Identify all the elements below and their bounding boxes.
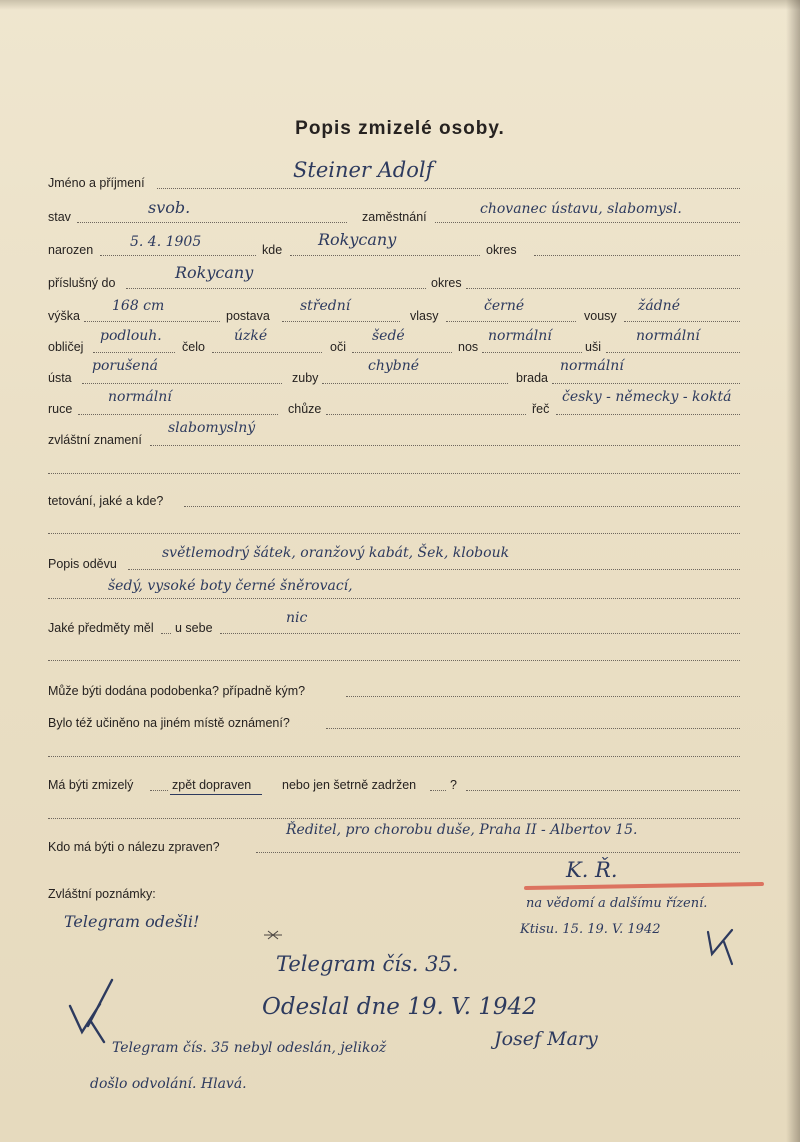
label-zpet-dopraven: zpět dopraven: [172, 778, 252, 792]
label-stav: stav: [48, 210, 71, 224]
label-vyska: výška: [48, 309, 80, 323]
annotation-date-signature: Ktisu. 15. 19. V. 1942: [520, 922, 661, 937]
dotted-line: [556, 414, 740, 415]
value-zuby: chybné: [368, 358, 420, 374]
label-vousy: vousy: [584, 309, 617, 323]
label-usta: ústa: [48, 371, 72, 385]
dotted-line: [184, 506, 740, 507]
annotation-note-line2: došlo odvolání. Hlavá.: [90, 1076, 247, 1092]
dotted-line: [482, 352, 582, 353]
value-predmety: nic: [286, 610, 308, 626]
annotation-signature: Josef Mary: [494, 1028, 598, 1050]
value-zamestnani: chovanec ústavu, slabomysl.: [480, 201, 682, 217]
label-narozen: narozen: [48, 243, 94, 257]
dotted-line: [290, 255, 480, 256]
dotted-line: [48, 473, 740, 474]
dotted-line: [446, 321, 576, 322]
dotted-line: [322, 383, 508, 384]
dotted-line: [84, 321, 220, 322]
handwritten-underline: [170, 794, 262, 795]
annotation-telegram-number: Telegram čís. 35.: [276, 952, 459, 976]
label-postava: postava: [226, 309, 270, 323]
value-oci: šedé: [372, 328, 405, 344]
label-brada: brada: [516, 371, 548, 385]
value-postava: střední: [300, 298, 351, 314]
dotted-line: [326, 414, 526, 415]
annotation-note-line1: Telegram čís. 35 nebyl odeslán, jelikož: [112, 1040, 387, 1056]
value-stav: svob.: [148, 198, 191, 217]
label-oblicej: obličej: [48, 340, 84, 354]
value-vyska: 168 cm: [112, 298, 165, 314]
value-rec: česky - německy - koktá: [562, 389, 732, 405]
label-okres: okres: [486, 243, 517, 257]
label-zuby: zuby: [292, 371, 319, 385]
label-prislusny: příslušný do: [48, 276, 116, 290]
label-nos: nos: [458, 340, 479, 354]
value-odev-line2: šedý, vysoké boty černé šněrovací,: [108, 578, 353, 594]
label-ma-byti: Má býti zmizelý: [48, 778, 134, 792]
large-paraf-mark-icon: [60, 976, 130, 1048]
dotted-line: [93, 352, 175, 353]
value-jmeno: Steiner Adolf: [293, 158, 434, 182]
dotted-line: [352, 352, 452, 353]
dotted-line: [48, 818, 740, 819]
dotted-line: [282, 321, 400, 322]
dotted-line: [82, 383, 282, 384]
value-odev-line1: světlemodrý šátek, oranžový kabát, Šek, klobouk: [162, 545, 510, 561]
value-vlasy: černé: [484, 298, 525, 314]
label-ruce: ruce: [48, 402, 73, 416]
label-question: ?: [450, 778, 457, 792]
dotted-line: [326, 728, 740, 729]
dotted-line: [157, 188, 740, 189]
dotted-line: [48, 756, 740, 757]
annotation-initials: K. Ř.: [566, 858, 618, 882]
dotted-line: [624, 321, 740, 322]
label-okres-2: okres: [431, 276, 462, 290]
label-u-sebe: u sebe: [175, 621, 213, 635]
value-kdo: Ředitel, pro chorobu duše, Praha II - Albertov 15.: [286, 822, 638, 838]
paraf-mark-icon: [702, 924, 742, 968]
label-zamestnani: zaměstnání: [362, 210, 427, 224]
label-podobenka: Může býti dodána podobenka? případně kým?: [48, 684, 306, 698]
value-brada: normální: [560, 358, 624, 374]
label-celo: čelo: [182, 340, 205, 354]
dotted-line: [78, 414, 278, 415]
paper-top-edge: [0, 0, 800, 10]
label-rec: řeč: [532, 402, 550, 416]
label-kde: kde: [262, 243, 283, 257]
dotted-line: [100, 255, 256, 256]
value-usi: normální: [636, 328, 700, 344]
label-odev: Popis oděvu: [48, 557, 117, 571]
label-predmety: Jaké předměty měl: [48, 621, 154, 635]
form-title: Popis zmizelé osoby.: [295, 118, 505, 139]
value-usta: porušená: [92, 358, 158, 374]
label-oci: oči: [330, 340, 346, 354]
dotted-line: [606, 352, 740, 353]
dotted-line: [430, 790, 446, 791]
dotted-line: [48, 598, 740, 599]
value-ruce: normální: [108, 389, 172, 405]
label-nebo-zadrzen: nebo jen šetrně zadržen: [282, 778, 417, 792]
dotted-line: [126, 288, 426, 289]
dotted-line: [212, 352, 322, 353]
annotation-odeslal-dne: Odeslal dne 19. V. 1942: [262, 994, 537, 1020]
value-prislusny: Rokycany: [175, 263, 254, 282]
dotted-line: [150, 445, 740, 446]
value-nos: normální: [488, 328, 552, 344]
dotted-line: [128, 569, 740, 570]
dotted-line: [552, 383, 740, 384]
label-poznamky: Zvláštní poznámky:: [48, 887, 156, 901]
dotted-line: [346, 696, 740, 697]
dotted-line: [48, 533, 740, 534]
red-crayon-stroke: [524, 882, 764, 890]
dotted-line: [466, 790, 740, 791]
value-oblicej: podlouh.: [100, 328, 162, 344]
paper-right-edge: [786, 0, 800, 1142]
value-celo: úzké: [234, 328, 268, 344]
dotted-line: [48, 660, 740, 661]
dotted-line: [466, 288, 740, 289]
dotted-line: [534, 255, 740, 256]
dotted-line: [161, 633, 171, 634]
label-usi: uši: [585, 340, 601, 354]
dotted-line: [220, 633, 740, 634]
value-narozen: 5. 4. 1905: [130, 234, 202, 250]
stamp-mark-icon: [262, 928, 284, 942]
dotted-line: [435, 222, 740, 223]
annotation-na-vedomi: na vědomí a dalšímu řízení.: [526, 896, 708, 911]
label-oznameni: Bylo též učiněno na jiném místě oznámení?: [48, 716, 290, 730]
dotted-line: [150, 790, 168, 791]
label-kdo: Kdo má býti o nálezu zpraven?: [48, 840, 220, 854]
dotted-line: [256, 852, 740, 853]
label-jmeno: Jméno a příjmení: [48, 176, 145, 190]
value-kde: Rokycany: [318, 230, 397, 249]
label-tetovani: tetování, jaké a kde?: [48, 494, 164, 508]
annotation-telegram-odesli: Telegram odešli!: [64, 912, 200, 931]
label-vlasy: vlasy: [410, 309, 439, 323]
label-znameni: zvláštní znamení: [48, 433, 142, 447]
value-znameni: slabomyslný: [168, 420, 256, 436]
dotted-line: [77, 222, 347, 223]
value-vousy: žádné: [638, 298, 680, 314]
label-chuze: chůze: [288, 402, 322, 416]
